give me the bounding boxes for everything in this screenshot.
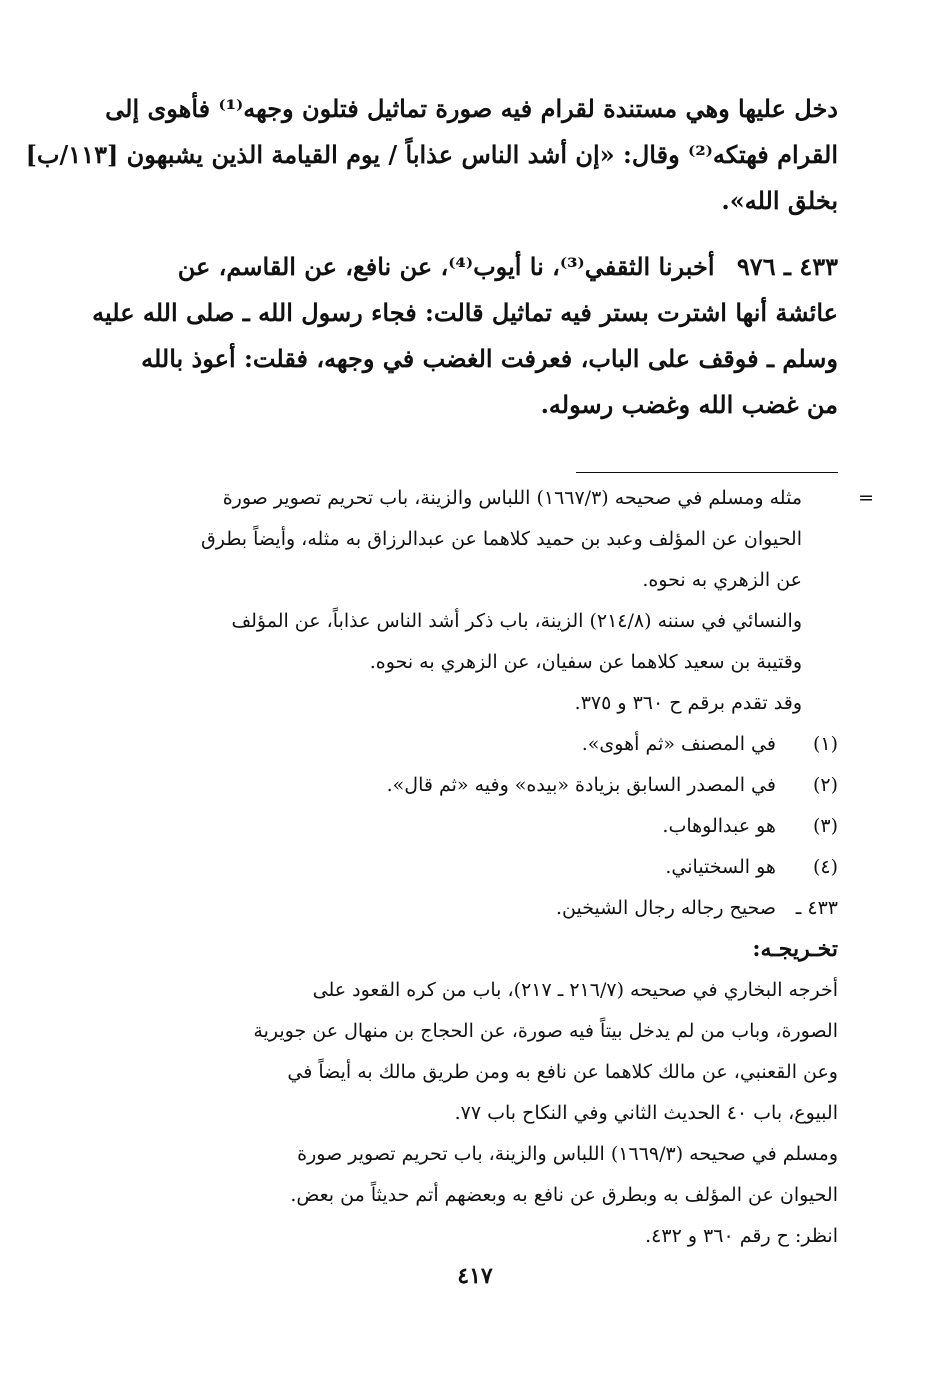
page-number: ٤١٧ (457, 1263, 493, 1289)
footnote-text: هو السختياني. (665, 856, 776, 878)
footnote-4 (132, 847, 838, 888)
takhrij-line: البيوع، باب ٤٠ الحديث الثاني وفي النكاح باب ٧٧. (454, 1102, 838, 1124)
grading-line (132, 888, 838, 929)
hadith-text: أخبرنا الثقفي⁽³⁾، نا أيوب⁽⁴⁾، عن نافع، عن القاسم، عن (177, 252, 715, 281)
continued-note (132, 478, 874, 724)
note-line: وقتيبة بن سعيد كلاهما عن سفيان، عن الزهري به نحوه. (369, 651, 802, 673)
footnote-2 (132, 765, 838, 806)
footnote-3 (132, 806, 838, 847)
main-line: من غضب الله وغضب رسوله. (540, 390, 838, 419)
grading-number: ٤٣٣ ـ (795, 897, 838, 919)
main-paragraph-1 (25, 86, 838, 224)
note-line: وقد تقدم برقم ح ٣٦٠ و ٣٧٥. (574, 692, 802, 714)
footnote-text: في المصدر السابق بزيادة «بيده» وفيه «ثم قال». (386, 774, 776, 796)
footnote-number: (٤) (812, 856, 838, 878)
footnote-1 (132, 724, 838, 765)
main-paragraph-2 (92, 244, 838, 428)
takhrij-line: الحيوان عن المؤلف به وبطرق عن نافع به وبعضهم أتم حديثاً من بعض. (290, 1184, 838, 1206)
footnote-divider (576, 472, 838, 473)
footnote-number: (٢) (812, 774, 838, 796)
main-line: وسلم ـ فوقف على الباب، فعرفت الغضب في وجهه، فقلت: أعوذ بالله (141, 344, 838, 373)
grading-text: صحيح رجاله رجال الشيخين. (555, 897, 776, 919)
takhrij-line: ومسلم في صحيحه (١٦٦٩/٣) اللباس والزينة، باب تحريم تصوير صورة (297, 1143, 838, 1165)
footnote-text: هو عبدالوهاب. (662, 815, 776, 837)
takhrij-line: وعن القعنبي، عن مالك كلاهما عن نافع به ومن طريق مالك به أيضاً في (287, 1061, 838, 1083)
footnote-text: في المصنف «ثم أهوى». (581, 733, 776, 755)
note-line: والنسائي في سننه (٢١٤/٨) الزينة، باب ذكر أشد الناس عذاباً، عن المؤلف (231, 610, 802, 632)
takhrij-line: انظر: ح رقم ٣٦٠ و ٤٣٢. (645, 1225, 838, 1247)
main-line: بخلق الله». (721, 186, 838, 215)
footnote-number: (٣) (812, 815, 838, 837)
note-line: عن الزهري به نحوه. (642, 569, 802, 591)
footnotes-section (132, 478, 874, 1257)
continuation-mark: = (858, 487, 874, 509)
takhrij-line: أخرجه البخاري في صحيحه (٢١٦/٧ ـ ٢١٧)، باب من كره القعود على (312, 979, 838, 1001)
main-line (132, 244, 838, 290)
hadith-number: ٤٣٣ ـ ٩٧٦ (736, 252, 838, 281)
note-line: مثله ومسلم في صحيحه (١٦٦٧/٣) اللباس والزينة، باب تحريم تصوير صورة (222, 487, 802, 509)
footnote-number: (١) (812, 733, 838, 755)
takhrij-heading: تخـريجـه: (752, 936, 838, 962)
note-line: الحيوان عن المؤلف وعبد بن حميد كلاهما عن عبدالرزاق به مثله، وأيضاً بطرق (201, 528, 802, 550)
main-line: دخل عليها وهي مستندة لقرام فيه صورة تماثيل فتلون وجهه⁽¹⁾ فأهوى إلى (105, 94, 838, 123)
main-line: القرام فهتكه⁽²⁾ وقال: «إن أشد الناس عذاباً / يوم القيامة الذين يشبهون [١١٣/ب] (25, 140, 838, 169)
main-line: عائشة أنها اشترت بستر فيه تماثيل قالت: فجاء رسول الله ـ صلى الله عليه (92, 298, 838, 327)
takhrij-line: الصورة، وباب من لم يدخل بيتاً فيه صورة، عن الحجاج بن منهال عن جويرية (253, 1020, 838, 1042)
